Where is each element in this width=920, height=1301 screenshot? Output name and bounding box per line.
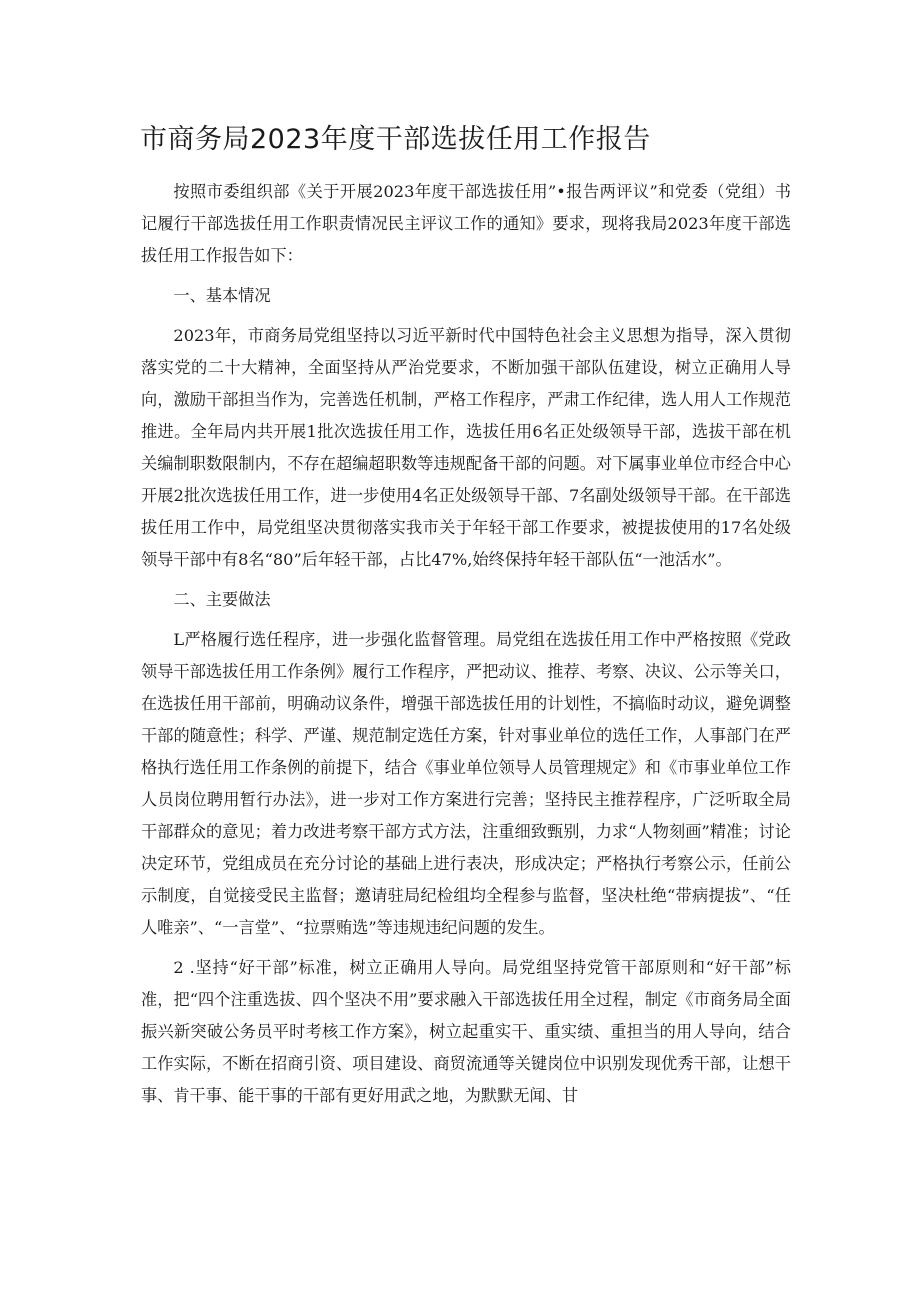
document-body — [141, 176, 791, 1112]
section-heading-basic-situation: 一、基本情况 — [173, 286, 271, 305]
practice-item-1-paragraph: L严格履行选任程序，进一步强化监督管理。局党组在选拔任用工作中严格按照《党政领导干部选拔任用工作条例》履行工作程序，严把动议、推荐、考察、决议、公示等关口，在选拔任用干部前，明确动议条件，增强干部选拔任用的计划性，不搞临时动议，避免调整干部的随意性；科学、严谨、规范制定选任方案，针对事业单位的选任工作，人事部门在严格执行选任用工作条例的前提下，结合《事业单位领导人员管理规定》和《市事业单位工作人员岗位聘用暂行办法》，进一步对工作方案进行完善；坚持民主推荐程序，广泛听取全局干部群众的意见；着力改进考察干部方式方法，注重细致甄别，力求“人物刻画”精准；讨论决定环节，党组成员在充分讨论的基础上进行表决，形成决定；严格执行考察公示，任前公示制度，自觉接受民主监督；邀请驻局纪检组均全程参与监督，坚决杜绝“带病提拔”、“任人唯亲”、“一言堂”、“拉票贿选”等违规违纪问题的发生。 — [141, 630, 791, 937]
intro-paragraph: 按照市委组织部《关于开展2023年度干部选拔任用”•报告两评议”和党委（党组）书记履行干部选拔任用工作职责情况民主评议工作的通知》要求，现将我局2023年度干部选拔任用工作报告如下： — [141, 182, 791, 265]
basic-situation-paragraph: 2023年，市商务局党组坚持以习近平新时代中国特色社会主义思想为指导，深入贯彻落实党的二十大精神，全面坚持从严治党要求，不断加强干部队伍建设，树立正确用人导向，激励干部担当作为，完善选任机制，严格工作程序，严肃工作纪律，选人用人工作规范推进。全年局内共开展1批次选拔任用工作，选拔任用6名正处级领导干部，选拔干部在机关编制职数限制内，不存在超编超职数等违规配备干部的问题。对下属事业单位市经合中心开展2批次选拔任用工作，进一步使用4名正处级领导干部、7名副处级领导干部。在干部选拔任用工作中，局党组坚决贯彻落实我市关于年轻干部工作要求，被提拔使用的17名处级领导干部中有8名“80”后年轻干部，占比47%,始终保持年轻干部队伍“一池活水”。 — [141, 326, 791, 569]
practice-item-2-paragraph: 2 .坚持“好干部”标准，树立正确用人导向。局党组坚持党管干部原则和“好干部”标准，把“四个注重选拔、四个坚决不用”要求融入干部选拔任用全过程，制定《市商务局全面振兴新突破公务员平时考核工作方案》，树立起重实干、重实绩、重担当的用人导向，结合工作实际，不断在招商引资、项目建设、商贸流通等关键岗位中识别发现优秀干部，让想干事、肯干事、能干事的干部有更好用武之地，为默默无闻、甘 — [141, 958, 791, 1105]
section-heading-main-practices: 二、主要做法 — [173, 590, 271, 609]
document-title: 市商务局2023年度干部选拔任用工作报告 — [140, 124, 651, 155]
